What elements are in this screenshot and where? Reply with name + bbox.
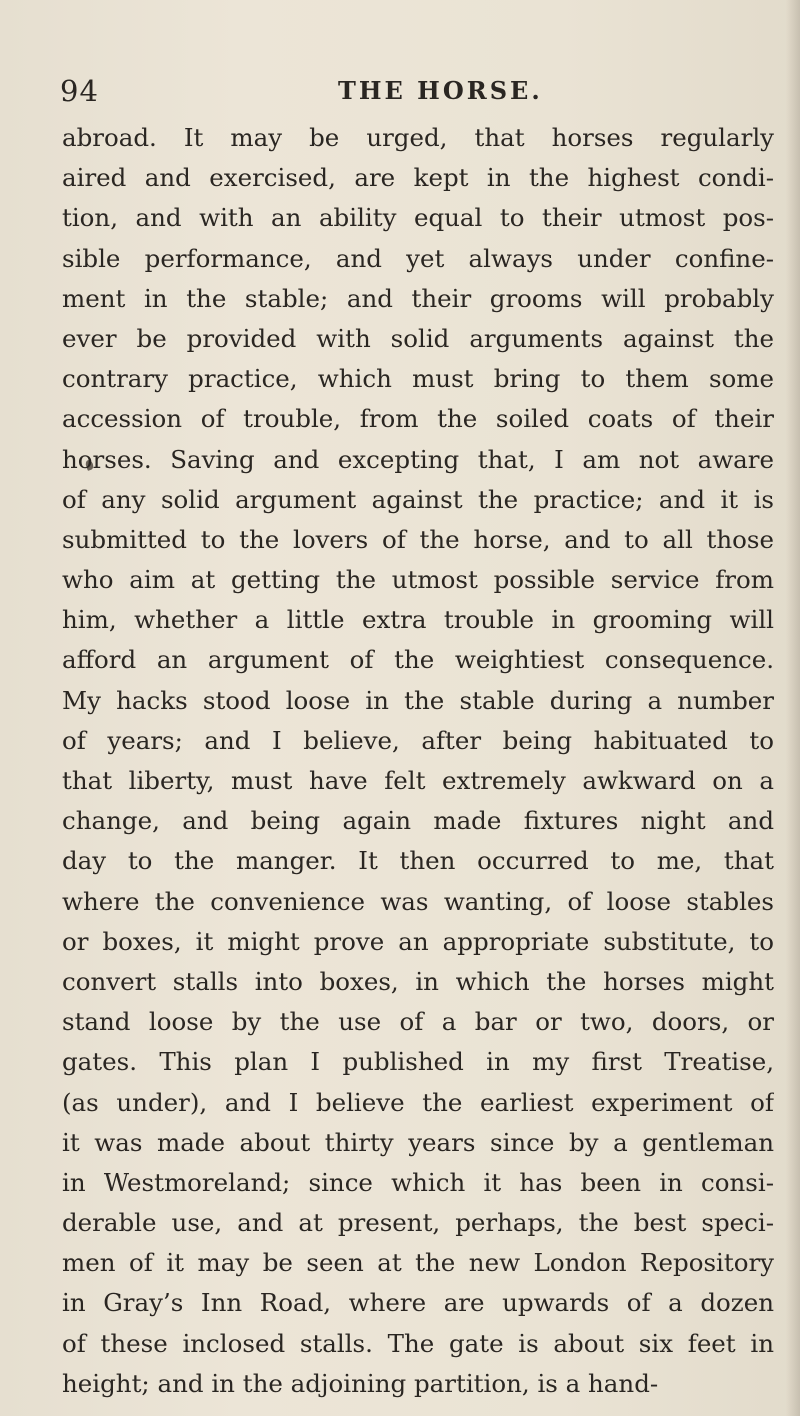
text-line: where the convenience was wanting, of loose stables xyxy=(62,886,774,916)
text-line: day to the manger. It then occurred to me, that xyxy=(62,846,774,876)
text-line: him, whether a little extra trouble in grooming will xyxy=(62,605,774,635)
page-edge-shadow xyxy=(786,0,800,1416)
text-line: men of it may be seen at the new London Repository xyxy=(62,1248,774,1278)
text-line: afford an argument of the weightiest consequence. xyxy=(62,645,774,675)
text-line: contrary practice, which must bring to them some xyxy=(62,364,774,394)
text-line: ment in the stable; and their grooms will probably xyxy=(62,283,774,313)
text-line: derable use, and at present, perhaps, the best speci- xyxy=(62,1208,774,1238)
text-line: gates. This plan I published in my first Treatise, xyxy=(62,1047,774,1077)
running-head: THE HORSE. xyxy=(338,76,543,105)
text-line: accession of trouble, from the soiled coats of their xyxy=(62,404,774,434)
page-header xyxy=(60,74,770,114)
body-text xyxy=(62,118,774,1404)
text-line: horses. Saving and excepting that, I am not aware xyxy=(62,444,774,474)
text-line: abroad. It may be urged, that horses regularly xyxy=(62,123,774,152)
text-line: of years; and I believe, after being habituated to xyxy=(62,725,774,755)
text-line: aired and exercised, are kept in the highest condi- xyxy=(62,163,774,193)
text-line: submitted to the lovers of the horse, and to all those xyxy=(62,524,774,554)
text-line: height; and in the adjoining partition, is a hand- xyxy=(62,1368,659,1398)
text-line: of these inclosed stalls. The gate is about six feet in xyxy=(62,1328,774,1358)
text-line: My hacks stood loose in the stable during a number xyxy=(62,685,774,715)
text-line: of any solid argument against the practice; and it is xyxy=(62,484,774,514)
text-line: (as under), and I believe the earliest experiment of xyxy=(62,1087,774,1117)
text-line: in Westmoreland; since which it has been in consi- xyxy=(62,1167,774,1197)
text-line: stand loose by the use of a bar or two, doors, or xyxy=(62,1007,774,1037)
text-line: ever be provided with solid arguments against the xyxy=(62,323,774,353)
text-line: who aim at getting the utmost possible service from xyxy=(62,565,774,595)
text-line: convert stalls into boxes, in which the horses might xyxy=(62,966,774,996)
page-number: 94 xyxy=(60,74,99,108)
text-line: it was made about thirty years since by a gentleman xyxy=(62,1127,774,1157)
text-line: in Gray’s Inn Road, where are upwards of a dozen xyxy=(62,1288,774,1318)
text-line: change, and being again made fixtures night and xyxy=(62,806,774,836)
text-line: or boxes, it might prove an appropriate substitute, to xyxy=(62,926,774,956)
text-line: tion, and with an ability equal to their utmost pos- xyxy=(62,203,774,233)
text-line: sible performance, and yet always under confine- xyxy=(62,243,774,273)
text-line: that liberty, must have felt extremely awkward on a xyxy=(62,766,774,795)
